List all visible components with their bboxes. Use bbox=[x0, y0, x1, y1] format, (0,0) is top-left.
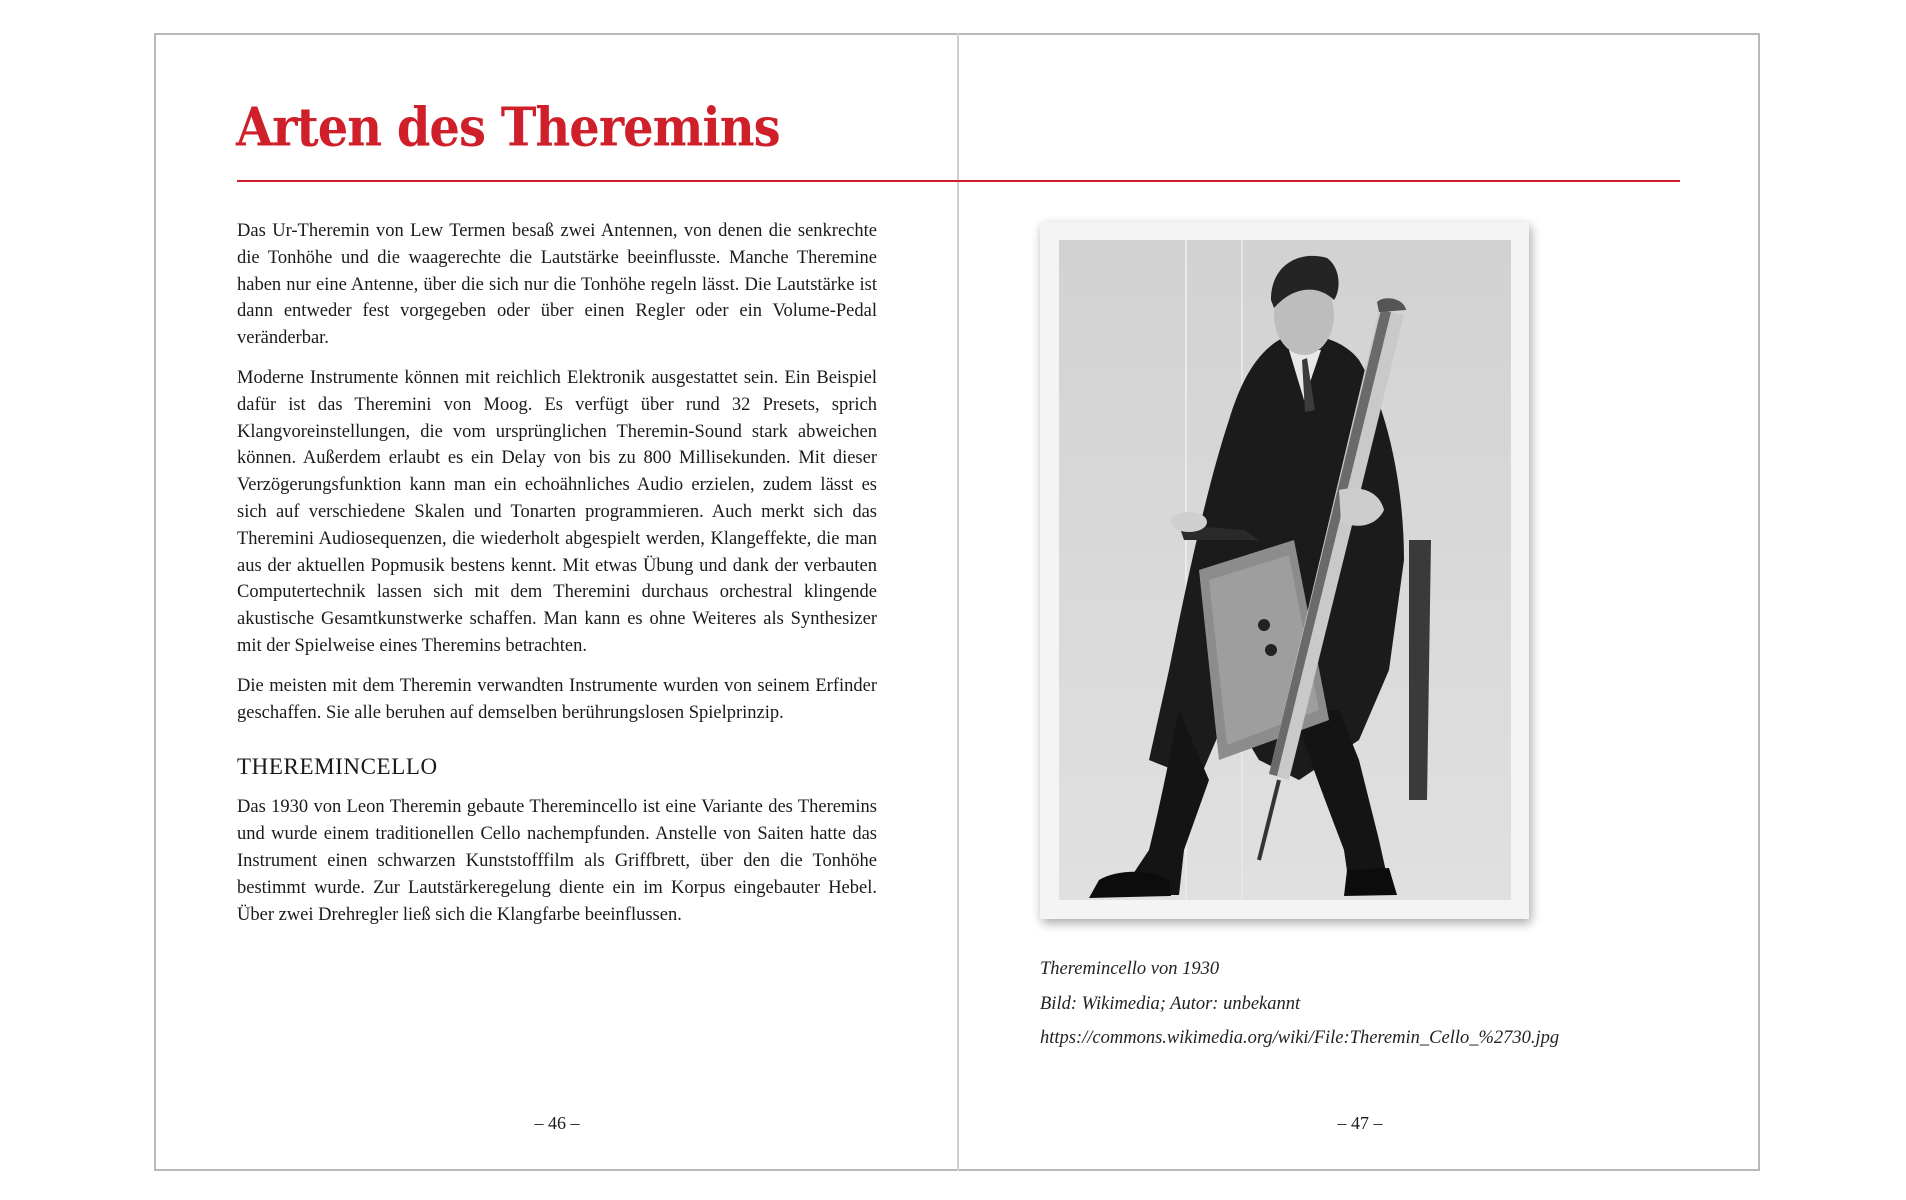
theremincello-photo bbox=[1059, 240, 1511, 900]
photo-illustration bbox=[1059, 240, 1511, 900]
image-credit: Bild: Wikimedia; Autor: unbekannt bbox=[1040, 993, 1301, 1014]
page-number-right: – 47 – bbox=[1337, 1113, 1383, 1133]
body-paragraph-2: Moderne Instrumente können mit reichlich Elektronik ausgestattet sein. Ein Beispiel dafür ist das Theremini von Moog. Es verfügt über rund 32 Presets, sprich Klangvoreinstellungen, die vom ursprünglichen Theremin-Sound stark abweichen können. Außerdem erlaubt es ein Delay von bis zu 800 Millisekunden. Mit dieser Verzögerungsfunktion kann man ein echoähnliches Audio erzielen, zudem lässt es sich auf verschiedene Skalen und Tonarten programmieren. Auch merkt sich das Theremini Audiosequenzen, die wiederholt abgespielt werden, Klangeffekte, die man aus der aktuellen Popmusik bestens kennt. Mit etwas Übung und dank der verbauten Computertechnik lassen sich mit dem Theremini durchaus orchestral klingende akustische Gesamtkunstwerke schaffen. Man kann es ohne Weiteres als Synthesizer mit der Spielweise eines Theremins betrachten. bbox=[237, 367, 877, 656]
section-heading: THEREMINCELLO bbox=[237, 754, 438, 780]
source-url: https://commons.wikimedia.org/wiki/File:Theremin_Cello_%2730.jpg bbox=[1040, 1028, 1560, 1048]
left-page-body bbox=[237, 218, 877, 941]
body-paragraph-3: Die meisten mit dem Theremin verwandten Instrumente wurden von seinem Erfinder geschaffen. Sie alle beruhen auf demselben berührungslosen Spielprinzip. bbox=[237, 675, 877, 723]
page-gutter bbox=[957, 33, 959, 1171]
photo-frame bbox=[1040, 222, 1529, 919]
section-paragraph: Das 1930 von Leon Theremin gebaute Theremincello ist eine Variante des Theremins und wurde einem traditionellen Cello nachempfunden. Anstelle von Saiten hatte das Instrument einen schwarzen Kunststofffilm als Griffbrett, über den die Tonhöhe bestimmt wurde. Zur Lautstärkeregelung diente ein im Korpus eingebauter Hebel. Über zwei Drehregler ließ sich die Klangfarbe beeinflussen. bbox=[237, 797, 877, 925]
figure-caption: Theremincello von 1930 bbox=[1040, 959, 1220, 979]
page-number-left: – 46 – bbox=[534, 1113, 580, 1133]
figure-caption-block bbox=[1040, 952, 1559, 1056]
title-rule bbox=[237, 180, 1680, 182]
body-paragraph-1: Das Ur-Theremin von Lew Termen besaß zwei Antennen, von denen die senkrechte die Tonhöhe und die waagerechte die Lautstärke beeinflusste. Manche Theremine haben nur eine Antenne, über die sich nur die Tonhöhe regeln lässt. Die Lautstärke ist dann entweder fest vorgegeben oder über einen Regler oder ein Volume-Pedal veränderbar. bbox=[237, 221, 877, 349]
chapter-title: Arten des Theremins bbox=[236, 96, 780, 159]
